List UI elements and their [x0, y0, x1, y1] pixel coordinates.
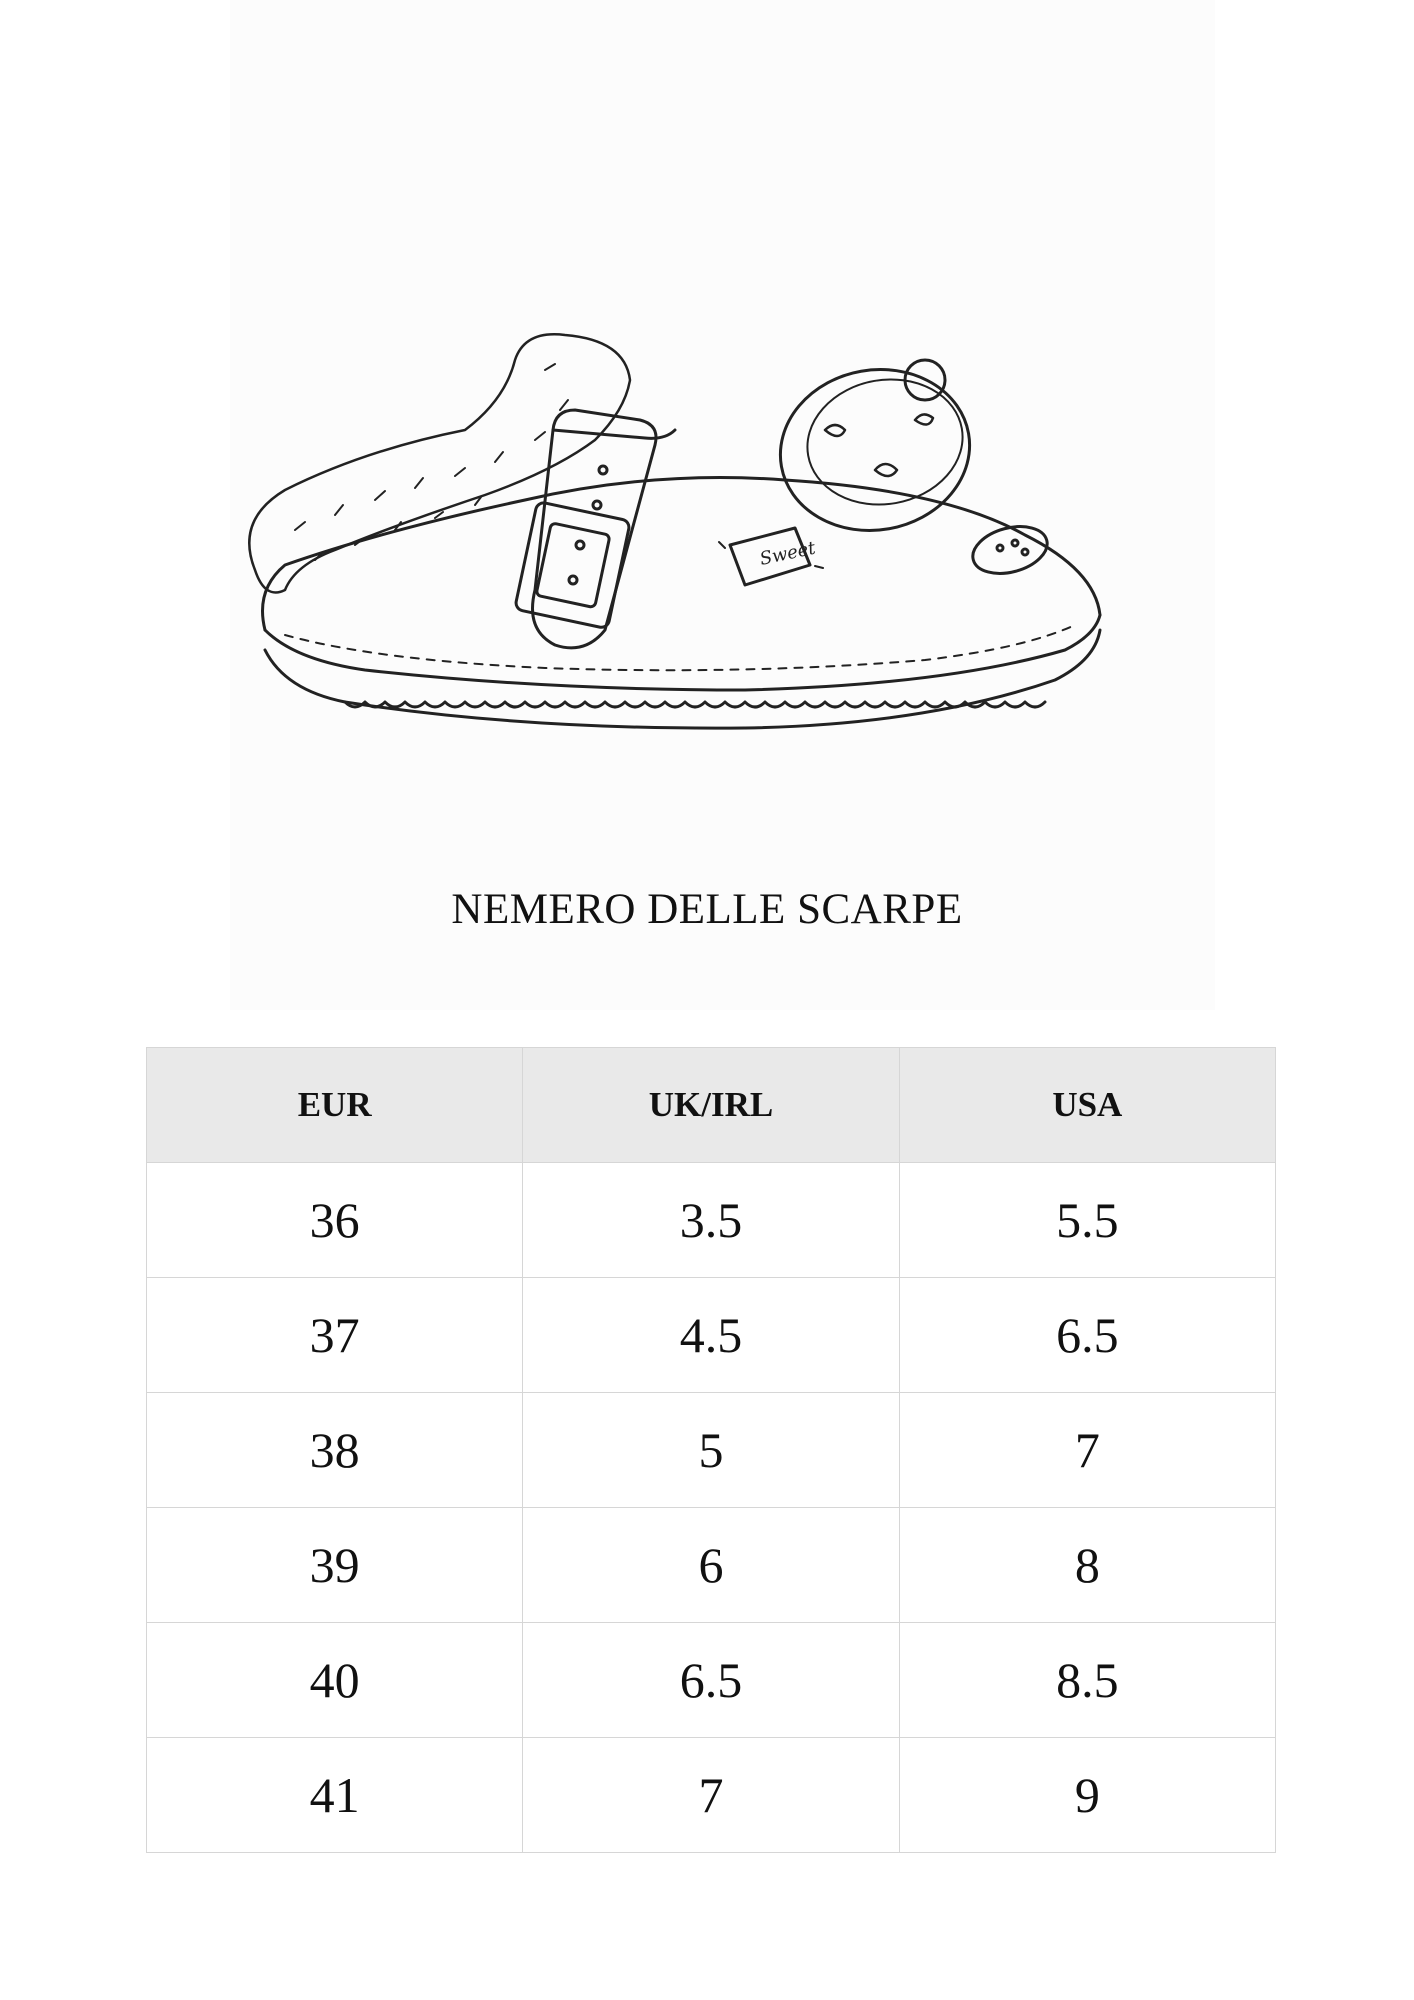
- cell-eur: 39: [147, 1508, 523, 1623]
- cell-eur: 36: [147, 1163, 523, 1278]
- cell-uk-irl: 6.5: [523, 1623, 899, 1738]
- sweet-badge-text: Sweet: [757, 537, 818, 570]
- header-uk-irl: UK/IRL: [523, 1048, 899, 1163]
- cell-eur: 38: [147, 1393, 523, 1508]
- table-row: [147, 1508, 1276, 1623]
- cell-usa: 8: [899, 1508, 1275, 1623]
- cell-eur: 37: [147, 1278, 523, 1393]
- slipper-illustration: [225, 330, 1145, 770]
- cell-usa: 7: [899, 1393, 1275, 1508]
- table-header-row: [147, 1048, 1276, 1163]
- cell-usa: 8.5: [899, 1623, 1275, 1738]
- cell-uk-irl: 5: [523, 1393, 899, 1508]
- header-usa: USA: [899, 1048, 1275, 1163]
- page-title: NEMERO DELLE SCARPE: [451, 886, 963, 933]
- size-chart-table: [146, 1047, 1276, 1853]
- cell-uk-irl: 6: [523, 1508, 899, 1623]
- cell-uk-irl: 4.5: [523, 1278, 899, 1393]
- cell-usa: 5.5: [899, 1163, 1275, 1278]
- cell-eur: 40: [147, 1623, 523, 1738]
- table-row: [147, 1623, 1276, 1738]
- header-eur: EUR: [147, 1048, 523, 1163]
- cell-usa: 6.5: [899, 1278, 1275, 1393]
- table-row: [147, 1163, 1276, 1278]
- cell-uk-irl: 3.5: [523, 1163, 899, 1278]
- cell-eur: 41: [147, 1738, 523, 1853]
- table-row: [147, 1278, 1276, 1393]
- cell-usa: 9: [899, 1738, 1275, 1853]
- table-row: [147, 1393, 1276, 1508]
- table-row: [147, 1738, 1276, 1853]
- cell-uk-irl: 7: [523, 1738, 899, 1853]
